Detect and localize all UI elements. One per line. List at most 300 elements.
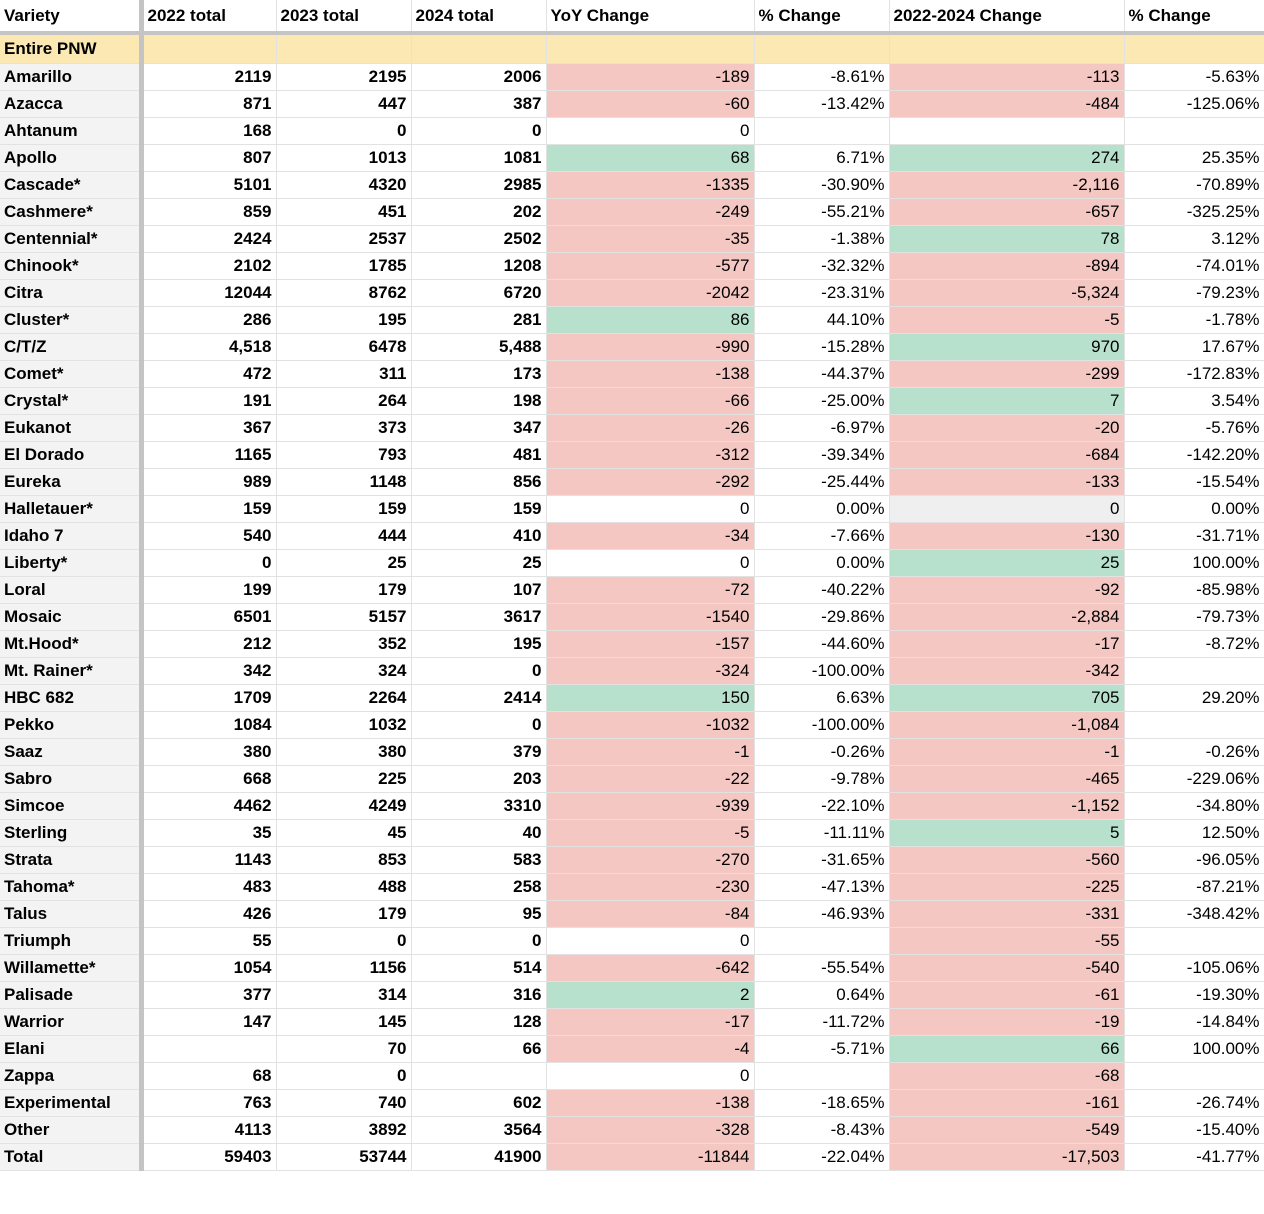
total-2022-cell[interactable]: 1165 [141,441,276,468]
region-cell[interactable] [889,33,1124,63]
variety-cell[interactable]: Elani [0,1035,141,1062]
yoy-change-cell[interactable]: 0 [546,549,754,576]
total-2022-cell[interactable]: 4462 [141,792,276,819]
range-pct-change-cell[interactable]: -348.42% [1124,900,1264,927]
range-change-cell[interactable]: -225 [889,873,1124,900]
range-pct-change-cell[interactable]: -41.77% [1124,1143,1264,1170]
range-change-cell[interactable]: 970 [889,333,1124,360]
total-2024-cell[interactable]: 6720 [411,279,546,306]
yoy-pct-change-cell[interactable]: -46.93% [754,900,889,927]
variety-cell[interactable]: Comet* [0,360,141,387]
total-2023-cell[interactable]: 179 [276,576,411,603]
total-2022-cell[interactable]: 1143 [141,846,276,873]
range-change-cell[interactable]: -684 [889,441,1124,468]
yoy-pct-change-cell[interactable]: -25.44% [754,468,889,495]
total-2023-cell[interactable]: 740 [276,1089,411,1116]
region-cell[interactable] [411,33,546,63]
yoy-pct-change-cell[interactable]: -100.00% [754,711,889,738]
range-pct-change-cell[interactable]: 29.20% [1124,684,1264,711]
variety-cell[interactable]: Halletauer* [0,495,141,522]
total-2023-cell[interactable]: 352 [276,630,411,657]
variety-cell[interactable]: Mt.Hood* [0,630,141,657]
total-2022-cell[interactable]: 35 [141,819,276,846]
yoy-change-cell[interactable]: -35 [546,225,754,252]
total-2023-cell[interactable]: 1156 [276,954,411,981]
total-2024-cell[interactable]: 203 [411,765,546,792]
total-2024-cell[interactable]: 2985 [411,171,546,198]
total-2024-cell[interactable]: 2006 [411,63,546,90]
total-2022-cell[interactable]: 68 [141,1062,276,1089]
total-2024-cell[interactable]: 3617 [411,603,546,630]
yoy-pct-change-cell[interactable] [754,1062,889,1089]
total-2024-cell[interactable]: 3564 [411,1116,546,1143]
total-2023-cell[interactable]: 8762 [276,279,411,306]
range-pct-change-cell[interactable]: 3.12% [1124,225,1264,252]
total-2022-cell[interactable]: 2424 [141,225,276,252]
range-change-cell[interactable]: 66 [889,1035,1124,1062]
variety-cell[interactable]: Warrior [0,1008,141,1035]
range-change-cell[interactable]: -1 [889,738,1124,765]
header-variety[interactable]: Variety [0,0,141,33]
yoy-change-cell[interactable]: 2 [546,981,754,1008]
total-2022-cell[interactable]: 1084 [141,711,276,738]
total-2024-cell[interactable]: 159 [411,495,546,522]
yoy-change-cell[interactable]: 0 [546,927,754,954]
range-pct-change-cell[interactable]: -15.54% [1124,468,1264,495]
total-2022-cell[interactable]: 859 [141,198,276,225]
range-change-cell[interactable]: 25 [889,549,1124,576]
variety-cell[interactable]: El Dorado [0,441,141,468]
range-pct-change-cell[interactable]: -5.63% [1124,63,1264,90]
total-2023-cell[interactable]: 264 [276,387,411,414]
total-2022-cell[interactable]: 4,518 [141,333,276,360]
range-pct-change-cell[interactable]: -85.98% [1124,576,1264,603]
range-pct-change-cell[interactable]: -74.01% [1124,252,1264,279]
total-2022-cell[interactable]: 147 [141,1008,276,1035]
total-2023-cell[interactable]: 2537 [276,225,411,252]
region-label-cell[interactable]: Entire PNW [0,33,141,63]
total-2024-cell[interactable]: 128 [411,1008,546,1035]
range-pct-change-cell[interactable] [1124,927,1264,954]
range-change-cell[interactable]: -1,152 [889,792,1124,819]
yoy-pct-change-cell[interactable]: -7.66% [754,522,889,549]
yoy-change-cell[interactable]: -270 [546,846,754,873]
yoy-pct-change-cell[interactable]: -23.31% [754,279,889,306]
total-2023-cell[interactable]: 373 [276,414,411,441]
total-2022-cell[interactable]: 426 [141,900,276,927]
range-pct-change-cell[interactable] [1124,1062,1264,1089]
range-pct-change-cell[interactable]: -8.72% [1124,630,1264,657]
range-change-cell[interactable]: -560 [889,846,1124,873]
yoy-change-cell[interactable]: -4 [546,1035,754,1062]
yoy-change-cell[interactable]: -138 [546,1089,754,1116]
yoy-pct-change-cell[interactable]: -9.78% [754,765,889,792]
total-2022-cell[interactable]: 191 [141,387,276,414]
total-2023-cell[interactable]: 3892 [276,1116,411,1143]
range-change-cell[interactable]: -113 [889,63,1124,90]
total-2024-cell[interactable]: 387 [411,90,546,117]
total-2024-cell[interactable]: 481 [411,441,546,468]
variety-cell[interactable]: Ahtanum [0,117,141,144]
variety-cell[interactable]: C/T/Z [0,333,141,360]
total-2023-cell[interactable]: 324 [276,657,411,684]
range-change-cell[interactable]: -68 [889,1062,1124,1089]
region-cell[interactable] [546,33,754,63]
total-2023-cell[interactable]: 4249 [276,792,411,819]
variety-cell[interactable]: Experimental [0,1089,141,1116]
total-2023-cell[interactable]: 179 [276,900,411,927]
total-2023-cell[interactable]: 0 [276,927,411,954]
range-change-cell[interactable]: -484 [889,90,1124,117]
total-2024-cell[interactable]: 1081 [411,144,546,171]
total-2023-cell[interactable]: 1032 [276,711,411,738]
range-pct-change-cell[interactable]: 100.00% [1124,549,1264,576]
variety-cell[interactable]: Zappa [0,1062,141,1089]
total-2024-cell[interactable]: 2414 [411,684,546,711]
yoy-pct-change-cell[interactable] [754,117,889,144]
total-2022-cell[interactable]: 212 [141,630,276,657]
variety-cell[interactable]: Mosaic [0,603,141,630]
total-2022-cell[interactable]: 4113 [141,1116,276,1143]
total-2024-cell[interactable]: 3310 [411,792,546,819]
yoy-pct-change-cell[interactable]: -29.86% [754,603,889,630]
range-change-cell[interactable]: -133 [889,468,1124,495]
yoy-pct-change-cell[interactable]: -22.04% [754,1143,889,1170]
range-change-cell[interactable]: -19 [889,1008,1124,1035]
total-2023-cell[interactable]: 1785 [276,252,411,279]
yoy-pct-change-cell[interactable]: -1.38% [754,225,889,252]
range-pct-change-cell[interactable]: -325.25% [1124,198,1264,225]
range-change-cell[interactable]: -342 [889,657,1124,684]
yoy-change-cell[interactable]: -11844 [546,1143,754,1170]
variety-cell[interactable]: Cluster* [0,306,141,333]
yoy-pct-change-cell[interactable]: -8.43% [754,1116,889,1143]
range-pct-change-cell[interactable]: -26.74% [1124,1089,1264,1116]
yoy-pct-change-cell[interactable]: -47.13% [754,873,889,900]
header-yoy-change[interactable]: YoY Change [546,0,754,33]
yoy-pct-change-cell[interactable]: -18.65% [754,1089,889,1116]
variety-cell[interactable]: Tahoma* [0,873,141,900]
range-pct-change-cell[interactable]: -87.21% [1124,873,1264,900]
variety-cell[interactable]: Idaho 7 [0,522,141,549]
header-2022-2024-change[interactable]: 2022-2024 Change [889,0,1124,33]
yoy-change-cell[interactable]: -138 [546,360,754,387]
total-2022-cell[interactable]: 871 [141,90,276,117]
total-2023-cell[interactable]: 0 [276,1062,411,1089]
yoy-pct-change-cell[interactable]: -30.90% [754,171,889,198]
total-2024-cell[interactable]: 0 [411,657,546,684]
total-2024-cell[interactable]: 202 [411,198,546,225]
range-change-cell[interactable]: -2,116 [889,171,1124,198]
yoy-pct-change-cell[interactable] [754,927,889,954]
variety-cell[interactable]: Azacca [0,90,141,117]
yoy-pct-change-cell[interactable]: -11.11% [754,819,889,846]
total-2023-cell[interactable]: 2264 [276,684,411,711]
yoy-pct-change-cell[interactable]: -5.71% [754,1035,889,1062]
total-2024-cell[interactable]: 602 [411,1089,546,1116]
total-2024-cell[interactable]: 514 [411,954,546,981]
variety-cell[interactable]: Simcoe [0,792,141,819]
total-2024-cell[interactable]: 198 [411,387,546,414]
total-2022-cell[interactable]: 59403 [141,1143,276,1170]
range-change-cell[interactable]: -1,084 [889,711,1124,738]
total-2022-cell[interactable]: 668 [141,765,276,792]
total-2023-cell[interactable]: 793 [276,441,411,468]
range-change-cell[interactable]: -549 [889,1116,1124,1143]
total-2024-cell[interactable]: 347 [411,414,546,441]
total-2024-cell[interactable]: 258 [411,873,546,900]
header-2024-total[interactable]: 2024 total [411,0,546,33]
range-pct-change-cell[interactable]: -5.76% [1124,414,1264,441]
yoy-change-cell[interactable]: -292 [546,468,754,495]
yoy-pct-change-cell[interactable]: -8.61% [754,63,889,90]
total-2024-cell[interactable]: 95 [411,900,546,927]
header-2022-2024-pct-change[interactable]: % Change [1124,0,1264,33]
yoy-change-cell[interactable]: -230 [546,873,754,900]
range-pct-change-cell[interactable] [1124,711,1264,738]
total-2023-cell[interactable]: 380 [276,738,411,765]
total-2023-cell[interactable]: 45 [276,819,411,846]
total-2023-cell[interactable]: 314 [276,981,411,1008]
total-2023-cell[interactable]: 451 [276,198,411,225]
yoy-change-cell[interactable]: -1335 [546,171,754,198]
yoy-pct-change-cell[interactable]: -6.97% [754,414,889,441]
range-change-cell[interactable]: -130 [889,522,1124,549]
yoy-change-cell[interactable]: -5 [546,819,754,846]
range-change-cell[interactable] [889,117,1124,144]
range-pct-change-cell[interactable]: 3.54% [1124,387,1264,414]
range-change-cell[interactable]: -161 [889,1089,1124,1116]
total-2024-cell[interactable]: 583 [411,846,546,873]
variety-cell[interactable]: Strata [0,846,141,873]
yoy-change-cell[interactable]: -60 [546,90,754,117]
variety-cell[interactable]: Sterling [0,819,141,846]
range-change-cell[interactable]: -17 [889,630,1124,657]
total-2022-cell[interactable]: 483 [141,873,276,900]
yoy-pct-change-cell[interactable]: 0.00% [754,495,889,522]
yoy-change-cell[interactable]: -1 [546,738,754,765]
yoy-change-cell[interactable]: -642 [546,954,754,981]
range-change-cell[interactable]: -2,884 [889,603,1124,630]
range-pct-change-cell[interactable]: -142.20% [1124,441,1264,468]
region-cell[interactable] [141,33,276,63]
total-2022-cell[interactable]: 367 [141,414,276,441]
yoy-pct-change-cell[interactable]: -55.21% [754,198,889,225]
variety-cell[interactable]: Chinook* [0,252,141,279]
variety-cell[interactable]: Crystal* [0,387,141,414]
range-change-cell[interactable]: 705 [889,684,1124,711]
total-2024-cell[interactable]: 0 [411,711,546,738]
variety-cell[interactable]: Apollo [0,144,141,171]
header-yoy-pct-change[interactable]: % Change [754,0,889,33]
yoy-pct-change-cell[interactable]: 0.64% [754,981,889,1008]
yoy-change-cell[interactable]: -2042 [546,279,754,306]
range-change-cell[interactable]: -61 [889,981,1124,1008]
yoy-change-cell[interactable]: -990 [546,333,754,360]
total-2024-cell[interactable]: 107 [411,576,546,603]
total-2024-cell[interactable]: 5,488 [411,333,546,360]
range-change-cell[interactable]: -657 [889,198,1124,225]
yoy-change-cell[interactable]: -84 [546,900,754,927]
total-2023-cell[interactable]: 225 [276,765,411,792]
range-pct-change-cell[interactable] [1124,117,1264,144]
variety-cell[interactable]: Pekko [0,711,141,738]
yoy-change-cell[interactable]: -1032 [546,711,754,738]
yoy-pct-change-cell[interactable]: -55.54% [754,954,889,981]
total-2024-cell[interactable]: 410 [411,522,546,549]
range-pct-change-cell[interactable]: 17.67% [1124,333,1264,360]
range-change-cell[interactable]: -92 [889,576,1124,603]
total-2024-cell[interactable]: 281 [411,306,546,333]
range-pct-change-cell[interactable]: -79.23% [1124,279,1264,306]
range-pct-change-cell[interactable]: -172.83% [1124,360,1264,387]
total-2022-cell[interactable]: 472 [141,360,276,387]
yoy-change-cell[interactable]: -22 [546,765,754,792]
total-2022-cell[interactable]: 1709 [141,684,276,711]
variety-cell[interactable]: Eureka [0,468,141,495]
range-pct-change-cell[interactable]: 25.35% [1124,144,1264,171]
yoy-pct-change-cell[interactable]: 44.10% [754,306,889,333]
range-change-cell[interactable]: 7 [889,387,1124,414]
range-change-cell[interactable]: -55 [889,927,1124,954]
total-2024-cell[interactable]: 0 [411,117,546,144]
total-2022-cell[interactable]: 5101 [141,171,276,198]
variety-cell[interactable]: Triumph [0,927,141,954]
yoy-pct-change-cell[interactable]: -32.32% [754,252,889,279]
yoy-change-cell[interactable]: 0 [546,1062,754,1089]
yoy-pct-change-cell[interactable]: -22.10% [754,792,889,819]
range-pct-change-cell[interactable]: -70.89% [1124,171,1264,198]
range-pct-change-cell[interactable]: -105.06% [1124,954,1264,981]
range-change-cell[interactable]: -465 [889,765,1124,792]
total-2023-cell[interactable]: 4320 [276,171,411,198]
total-2022-cell[interactable]: 2102 [141,252,276,279]
range-pct-change-cell[interactable]: -14.84% [1124,1008,1264,1035]
total-2022-cell[interactable]: 342 [141,657,276,684]
range-change-cell[interactable]: 0 [889,495,1124,522]
total-2023-cell[interactable]: 853 [276,846,411,873]
total-2024-cell[interactable]: 41900 [411,1143,546,1170]
variety-cell[interactable]: Other [0,1116,141,1143]
yoy-change-cell[interactable]: -577 [546,252,754,279]
yoy-change-cell[interactable]: -324 [546,657,754,684]
variety-cell[interactable]: Citra [0,279,141,306]
range-pct-change-cell[interactable]: -125.06% [1124,90,1264,117]
range-pct-change-cell[interactable]: -96.05% [1124,846,1264,873]
yoy-pct-change-cell[interactable]: -100.00% [754,657,889,684]
yoy-pct-change-cell[interactable]: -25.00% [754,387,889,414]
yoy-change-cell[interactable]: -328 [546,1116,754,1143]
header-2023-total[interactable]: 2023 total [276,0,411,33]
range-change-cell[interactable]: -540 [889,954,1124,981]
yoy-pct-change-cell[interactable]: -44.37% [754,360,889,387]
yoy-change-cell[interactable]: -1540 [546,603,754,630]
range-change-cell[interactable]: 274 [889,144,1124,171]
yoy-pct-change-cell[interactable]: -44.60% [754,630,889,657]
total-2022-cell[interactable]: 199 [141,576,276,603]
total-2024-cell[interactable]: 2502 [411,225,546,252]
range-change-cell[interactable]: -17,503 [889,1143,1124,1170]
range-pct-change-cell[interactable]: -79.73% [1124,603,1264,630]
range-change-cell[interactable]: -894 [889,252,1124,279]
variety-cell[interactable]: Willamette* [0,954,141,981]
yoy-change-cell[interactable]: -26 [546,414,754,441]
yoy-change-cell[interactable]: 68 [546,144,754,171]
variety-cell[interactable]: Centennial* [0,225,141,252]
range-change-cell[interactable]: -299 [889,360,1124,387]
region-cell[interactable] [1124,33,1264,63]
variety-cell[interactable]: Saaz [0,738,141,765]
range-change-cell[interactable]: -331 [889,900,1124,927]
total-2023-cell[interactable]: 25 [276,549,411,576]
variety-cell[interactable]: Cashmere* [0,198,141,225]
yoy-change-cell[interactable]: -312 [546,441,754,468]
total-2024-cell[interactable]: 856 [411,468,546,495]
yoy-change-cell[interactable]: 150 [546,684,754,711]
region-cell[interactable] [754,33,889,63]
variety-cell[interactable]: Sabro [0,765,141,792]
yoy-pct-change-cell[interactable]: 0.00% [754,549,889,576]
total-2024-cell[interactable] [411,1062,546,1089]
yoy-pct-change-cell[interactable]: -15.28% [754,333,889,360]
total-2023-cell[interactable]: 1013 [276,144,411,171]
yoy-pct-change-cell[interactable]: -11.72% [754,1008,889,1035]
total-2024-cell[interactable]: 195 [411,630,546,657]
total-2024-cell[interactable]: 40 [411,819,546,846]
variety-cell[interactable]: Total [0,1143,141,1170]
range-pct-change-cell[interactable]: 0.00% [1124,495,1264,522]
total-2023-cell[interactable]: 6478 [276,333,411,360]
total-2022-cell[interactable]: 1054 [141,954,276,981]
total-2024-cell[interactable]: 66 [411,1035,546,1062]
yoy-change-cell[interactable]: -72 [546,576,754,603]
variety-cell[interactable]: Cascade* [0,171,141,198]
total-2022-cell[interactable]: 763 [141,1089,276,1116]
total-2023-cell[interactable]: 0 [276,117,411,144]
total-2022-cell[interactable]: 540 [141,522,276,549]
total-2022-cell[interactable]: 380 [141,738,276,765]
total-2022-cell[interactable]: 989 [141,468,276,495]
variety-cell[interactable]: Palisade [0,981,141,1008]
yoy-pct-change-cell[interactable]: -39.34% [754,441,889,468]
total-2023-cell[interactable]: 488 [276,873,411,900]
total-2024-cell[interactable]: 1208 [411,252,546,279]
total-2023-cell[interactable]: 444 [276,522,411,549]
yoy-pct-change-cell[interactable]: 6.71% [754,144,889,171]
variety-cell[interactable]: Mt. Rainer* [0,657,141,684]
total-2023-cell[interactable]: 311 [276,360,411,387]
total-2023-cell[interactable]: 195 [276,306,411,333]
yoy-pct-change-cell[interactable]: -31.65% [754,846,889,873]
total-2023-cell[interactable]: 159 [276,495,411,522]
variety-cell[interactable]: Eukanot [0,414,141,441]
total-2022-cell[interactable]: 12044 [141,279,276,306]
yoy-pct-change-cell[interactable]: -13.42% [754,90,889,117]
total-2023-cell[interactable]: 2195 [276,63,411,90]
yoy-pct-change-cell[interactable]: 6.63% [754,684,889,711]
total-2022-cell[interactable]: 55 [141,927,276,954]
range-pct-change-cell[interactable]: -0.26% [1124,738,1264,765]
total-2022-cell[interactable]: 168 [141,117,276,144]
total-2023-cell[interactable]: 70 [276,1035,411,1062]
total-2023-cell[interactable]: 5157 [276,603,411,630]
range-pct-change-cell[interactable]: 100.00% [1124,1035,1264,1062]
yoy-change-cell[interactable]: -66 [546,387,754,414]
range-change-cell[interactable]: 5 [889,819,1124,846]
total-2024-cell[interactable]: 173 [411,360,546,387]
total-2023-cell[interactable]: 1148 [276,468,411,495]
total-2022-cell[interactable]: 807 [141,144,276,171]
